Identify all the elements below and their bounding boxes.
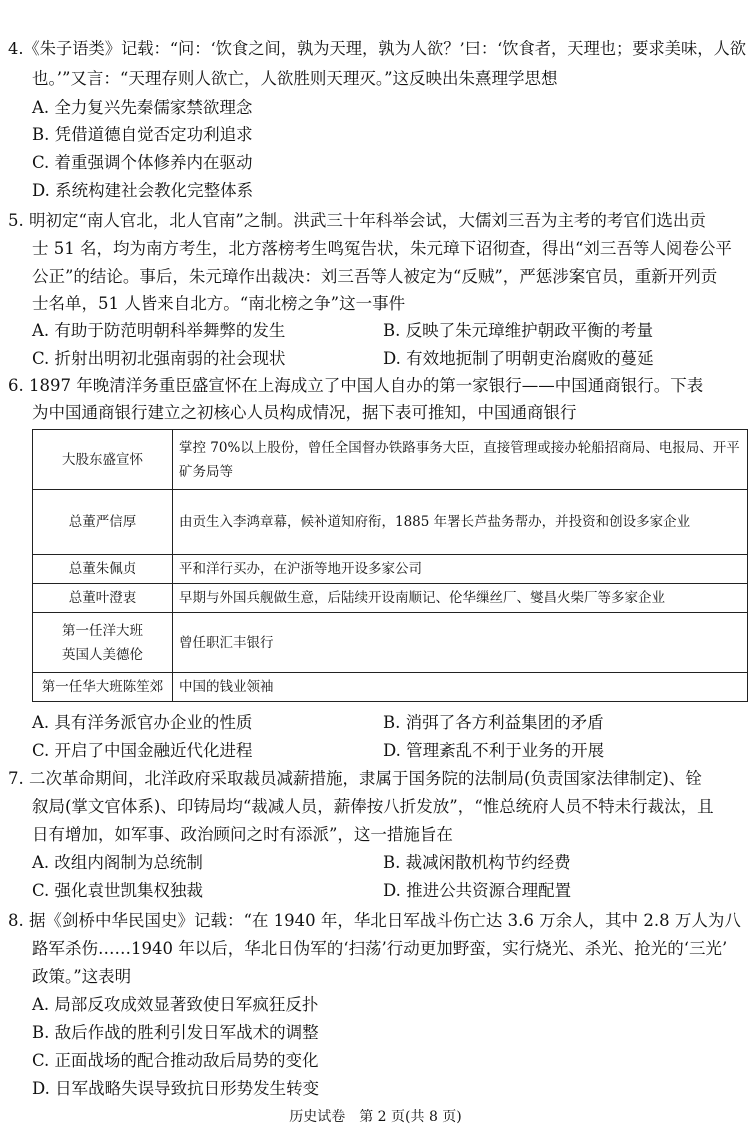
q4-option-c: C. 着重强调个体修养内在驱动 <box>32 153 253 172</box>
q5-option-a: A. 有助于防范明朝科举舞弊的发生 <box>32 321 286 340</box>
q7-option-a: A. 改组内阁制为总统制 <box>32 853 203 872</box>
q4-stem-line2: 也。’”又言：“天理存则人欲亡，人欲胜则天理灭。”这反映出朱熹理学思想 <box>32 69 558 88</box>
q5-option-b: B. 反映了朱元璋维护朝政平衡的考量 <box>383 321 654 340</box>
table-cell-description: 平和洋行买办，在沪浙等地开设多家公司 <box>173 555 748 584</box>
q7-option-b: B. 裁减闲散机构节约经费 <box>383 853 571 872</box>
q8-option-d: D. 日军战略失误导致抗日形势发生转变 <box>32 1079 320 1098</box>
q7-stem-line1: 7. 二次革命期间，北洋政府采取裁员减薪措施，隶属于国务院的法制局(负责国家法律制定)、铨 <box>8 769 702 788</box>
q6-option-a: A. 具有洋务派官办企业的性质 <box>32 713 253 732</box>
q6-stem-line1: 6. 1897 年晚清洋务重臣盛宣怀在上海成立了中国人自办的第一家银行——中国通商银行。下表 <box>8 376 704 395</box>
table-row <box>33 584 748 613</box>
q4-option-d: D. 系统构建社会教化完整体系 <box>32 181 254 200</box>
q4-option-a: A. 全力复兴先秦儒家禁欲理念 <box>32 98 253 117</box>
q5-stem-line2: 士 51 名，均为南方考生，北方落榜考生鸣冤告状，朱元璋下诏彻查，得出“刘三吾等人阅卷公平 <box>32 239 732 258</box>
table-cell-person: 总董朱佩贞 <box>33 555 173 584</box>
q5-stem-line4: 士名单，51 人皆来自北方。“南北榜之争”这一事件 <box>32 294 406 313</box>
table-row <box>33 555 748 584</box>
q7-option-d: D. 推进公共资源合理配置 <box>383 881 572 900</box>
q7-option-c: C. 强化袁世凯集权独裁 <box>32 881 204 900</box>
q5-stem-line1: 5. 明初定“南人官北，北人官南”之制。洪武三十年科举会试，大儒刘三吾为主考的考官们选出贡 <box>8 211 706 230</box>
table-cell-description: 曾任职汇丰银行 <box>173 613 748 673</box>
table-row <box>33 430 748 490</box>
q4-option-b: B. 凭借道德自觉否定功利追求 <box>32 125 253 144</box>
q8-option-a: A. 局部反攻成效显著致使日军疯狂反扑 <box>32 995 319 1014</box>
table-row <box>33 490 748 555</box>
table-cell-person: 第一任华大班陈笙郊 <box>33 673 173 702</box>
q5-option-c: C. 折射出明初北强南弱的社会现状 <box>32 349 286 368</box>
table-row <box>33 673 748 702</box>
table-cell-description: 中国的钱业领袖 <box>173 673 748 702</box>
q8-stem-line1: 8. 据《剑桥中华民国史》记载：“在 1940 年，华北日军战斗伤亡达 3.6 万余人，其中 2.8 万人为八 <box>8 911 741 930</box>
table-cell-description: 由贡生入李鸿章幕，候补道知府衔，1885 年署长芦盐务帮办，并投资和创设多家企业 <box>173 490 748 555</box>
q8-stem-line3: 政策。”这表明 <box>32 967 132 986</box>
q7-stem-line3: 日有增加，如军事、政治顾问之时有添派”，这一措施旨在 <box>32 825 453 844</box>
q6-option-d: D. 管理紊乱不利于业务的开展 <box>383 741 605 760</box>
table-cell-person: 总董严信厚 <box>33 490 173 555</box>
table-cell-person: 大股东盛宣怀 <box>33 430 173 490</box>
q6-option-b: B. 消弭了各方利益集团的矛盾 <box>383 713 604 732</box>
table-cell-description: 掌控 70%以上股份，曾任全国督办铁路事务大臣，直接管理或接办轮船招商局、电报局、开平矿务局等 <box>173 430 748 490</box>
table-cell-description: 早期与外国兵舰做生意，后陆续开设南顺记、伦华缫丝厂、燮昌火柴厂等多家企业 <box>173 584 748 613</box>
q6-option-c: C. 开启了中国金融近代化进程 <box>32 741 253 760</box>
table-cell-person: 第一任洋大班 英国人美德伦 <box>33 613 173 673</box>
q8-option-c: C. 正面战场的配合推动敌后局势的变化 <box>32 1051 319 1070</box>
q4-stem-line1: 4.《朱子语类》记载：“问：‘饮食之间，孰为天理，孰为人欲？’曰：‘饮食者，天理也；要求美味，人欲 <box>8 39 747 58</box>
q8-stem-line2: 路军杀伤……1940 年以后，华北日伪军的‘扫荡’行动更加野蛮，实行烧光、杀光、抢光的‘三光’ <box>32 939 728 958</box>
q5-option-d: D. 有效地扼制了明朝吏治腐败的蔓延 <box>383 349 654 368</box>
q5-stem-line3: 公正”的结论。事后，朱元璋作出裁决：刘三吾等人被定为“反贼”，严惩涉案官员，重新开列贡 <box>32 267 718 286</box>
page-footer: 历史试卷 第 2 页(共 8 页) <box>289 1109 462 1125</box>
table-cell-person: 总董叶澄衷 <box>33 584 173 613</box>
q6-stem-line2: 为中国通商银行建立之初核心人员构成情况，据下表可推知，中国通商银行 <box>32 403 577 422</box>
q7-stem-line2: 叙局(掌文官体系)、印铸局均“裁减人员，薪俸按八折发放”，“惟总统府人员不特未行裁汰，且 <box>32 797 714 816</box>
q6-table <box>32 429 748 702</box>
table-row <box>33 613 748 673</box>
q8-option-b: B. 敌后作战的胜利引发日军战术的调整 <box>32 1023 319 1042</box>
